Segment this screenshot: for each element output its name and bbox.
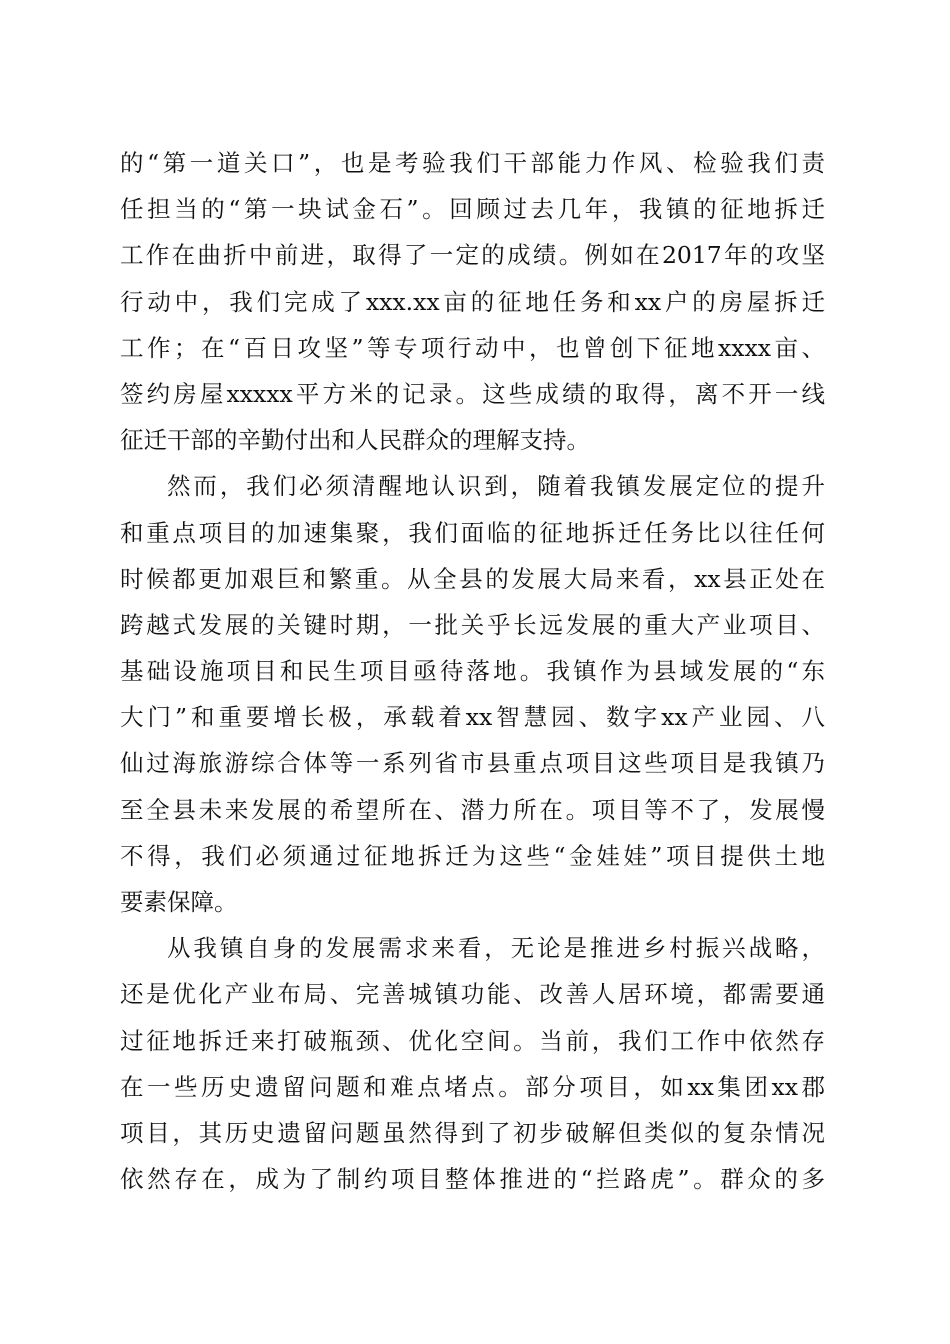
paragraph-2-line-2: 和重点项目的加速集聚，我们面临的征地拆迁任务比以往任何 [120,518,825,547]
paragraph-1-line-4: 行动中，我们完成了xxx.xx亩的征地任务和xx户的房屋拆迁 [120,287,825,316]
paragraph-3-line-1: 从我镇自身的发展需求来看，无论是推进乡村振兴战略， [167,934,825,963]
paragraph-3-line-6: 依然存在，成为了制约项目整体推进的“拦路虎”。群众的多 [120,1165,825,1194]
paragraph-3-line-3: 过征地拆迁来打破瓶颈、优化空间。当前，我们工作中依然存 [120,1026,825,1055]
paragraph-2-line-5: 基础设施项目和民生项目亟待落地。我镇作为县域发展的“东 [120,657,825,686]
paragraph-3-line-5: 项目，其历史遗留问题虽然得到了初步破解但类似的复杂情况 [120,1118,825,1147]
paragraph-1-line-6: 签约房屋xxxxx平方米的记录。这些成绩的取得，离不开一线 [120,379,825,408]
document-body [120,140,825,1202]
paragraph-2-line-1: 然而，我们必须清醒地认识到，随着我镇发展定位的提升 [167,472,825,501]
paragraph-2-line-6: 大门”和重要增长极，承载着xx智慧园、数字xx产业园、八 [120,703,825,732]
paragraph-1-line-2: 任担当的“第一块试金石”。回顾过去几年，我镇的征地拆迁 [120,195,825,224]
paragraph-3-line-2: 还是优化产业布局、完善城镇功能、改善人居环境，都需要通 [120,980,825,1009]
paragraph-3-line-4: 在一些历史遗留问题和难点堵点。部分项目，如xx集团xx郡 [120,1072,825,1101]
paragraph-2-line-3: 时候都更加艰巨和繁重。从全县的发展大局来看，xx县正处在 [120,564,825,593]
paragraph-2-line-4: 跨越式发展的关键时期，一批关乎长远发展的重大产业项目、 [120,610,825,639]
paragraph-1-line-1: 的“第一道关口”，也是考验我们干部能力作风、检验我们责 [120,149,825,177]
paragraph-1-line-3: 工作在曲折中前进，取得了一定的成绩。例如在2017年的攻坚 [120,241,825,270]
paragraph-2-line-10: 要素保障。 [120,888,238,916]
paragraph-2-line-9: 不得，我们必须通过征地拆迁为这些“金娃娃”项目提供土地 [120,841,825,870]
paragraph-2-line-8: 至全县未来发展的希望所在、潜力所在。项目等不了，发展慢 [120,795,825,824]
paragraph-1-line-7: 征迁干部的辛勤付出和人民群众的理解支持。 [120,426,590,455]
paragraph-1-line-5: 工作；在“百日攻坚”等专项行动中，也曾创下征地xxxx亩、 [120,333,825,362]
paragraph-2-line-7: 仙过海旅游综合体等一系列省市县重点项目这些项目是我镇乃 [120,749,825,778]
